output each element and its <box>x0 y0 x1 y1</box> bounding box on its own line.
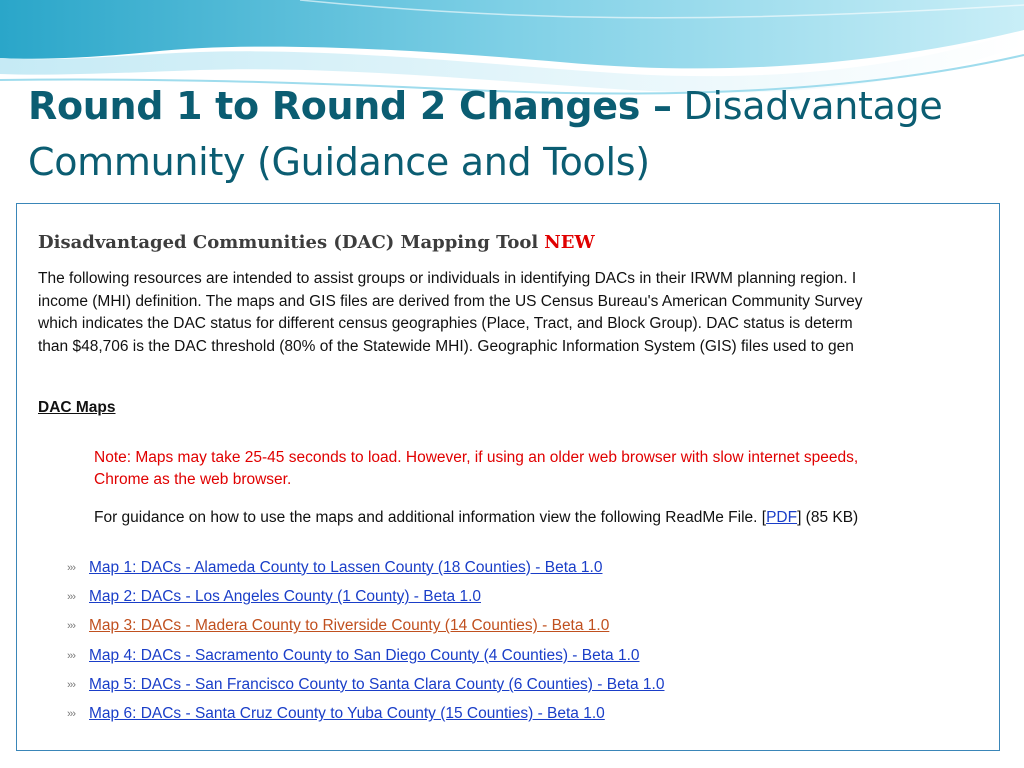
map-link-list <box>67 553 664 729</box>
dac-maps-heading: DAC Maps <box>38 399 116 416</box>
page-heading <box>38 232 595 253</box>
bullet-arrow-icon: ››› <box>67 678 75 691</box>
page-heading-text: Disadvantaged Communities (DAC) Mapping Tool <box>38 232 539 253</box>
slide-title <box>28 78 1008 190</box>
intro-line: which indicates the DAC status for different census geographies (Place, Tract, and Block Group). DAC status is determ <box>38 315 853 332</box>
map-5-link[interactable]: Map 5: DACs - San Francisco County to Santa Clara County (6 Counties) - Beta 1.0 <box>89 675 665 693</box>
list-item <box>67 670 664 699</box>
bullet-arrow-icon: ››› <box>67 649 75 662</box>
map-3-link[interactable]: Map 3: DACs - Madera County to Riverside County (14 Counties) - Beta 1.0 <box>89 617 610 635</box>
list-item <box>67 699 664 728</box>
bullet-arrow-icon: ››› <box>67 708 75 721</box>
list-item <box>67 582 664 611</box>
list-item <box>67 553 664 582</box>
new-badge: NEW <box>544 232 595 253</box>
intro-line: The following resources are intended to assist groups or individuals in identifying DACs in their IRWM planning region. I <box>38 270 857 287</box>
note-line: Note: Maps may take 25-45 seconds to load. However, if using an older web browser with slow internet speeds, <box>94 449 859 466</box>
intro-line: income (MHI) definition. The maps and GIS files are derived from the US Census Bureau's American Community Survey <box>38 292 863 310</box>
list-item <box>67 641 664 670</box>
intro-line: than $48,706 is the DAC threshold (80% of the Statewide MHI). Geographic Information System (GIS) files used to gen <box>38 337 854 355</box>
intro-paragraph <box>38 268 1000 358</box>
map-6-link[interactable]: Map 6: DACs - Santa Cruz County to Yuba County (15 Counties) - Beta 1.0 <box>89 705 605 723</box>
map-2-link[interactable]: Map 2: DACs - Los Angeles County (1 County) - Beta 1.0 <box>89 587 481 605</box>
bullet-arrow-icon: ››› <box>67 590 75 603</box>
slide-title-regular: Disadvantage Community (Guidance and Tools) <box>28 84 943 184</box>
readme-pdf-link[interactable]: PDF <box>766 509 798 526</box>
map-4-link[interactable]: Map 4: DACs - Sacramento County to San Diego County (4 Counties) - Beta 1.0 <box>89 646 640 664</box>
map-1-link[interactable]: Map 1: DACs - Alameda County to Lassen County (18 Counties) - Beta 1.0 <box>89 558 603 576</box>
bullet-arrow-icon: ››› <box>67 561 75 574</box>
guidance-text <box>94 509 858 527</box>
bullet-arrow-icon: ››› <box>67 620 75 633</box>
load-time-note <box>94 447 1000 491</box>
note-line: Chrome as the web browser. <box>94 471 292 488</box>
slide-title-bold: Round 1 to Round 2 Changes – <box>28 84 672 128</box>
webpage-screenshot <box>16 203 1000 751</box>
list-item <box>67 612 664 641</box>
guidance-suffix: ] (85 KB) <box>797 509 859 526</box>
guidance-prefix: For guidance on how to use the maps and additional information view the following ReadMe File. [ <box>94 509 767 526</box>
